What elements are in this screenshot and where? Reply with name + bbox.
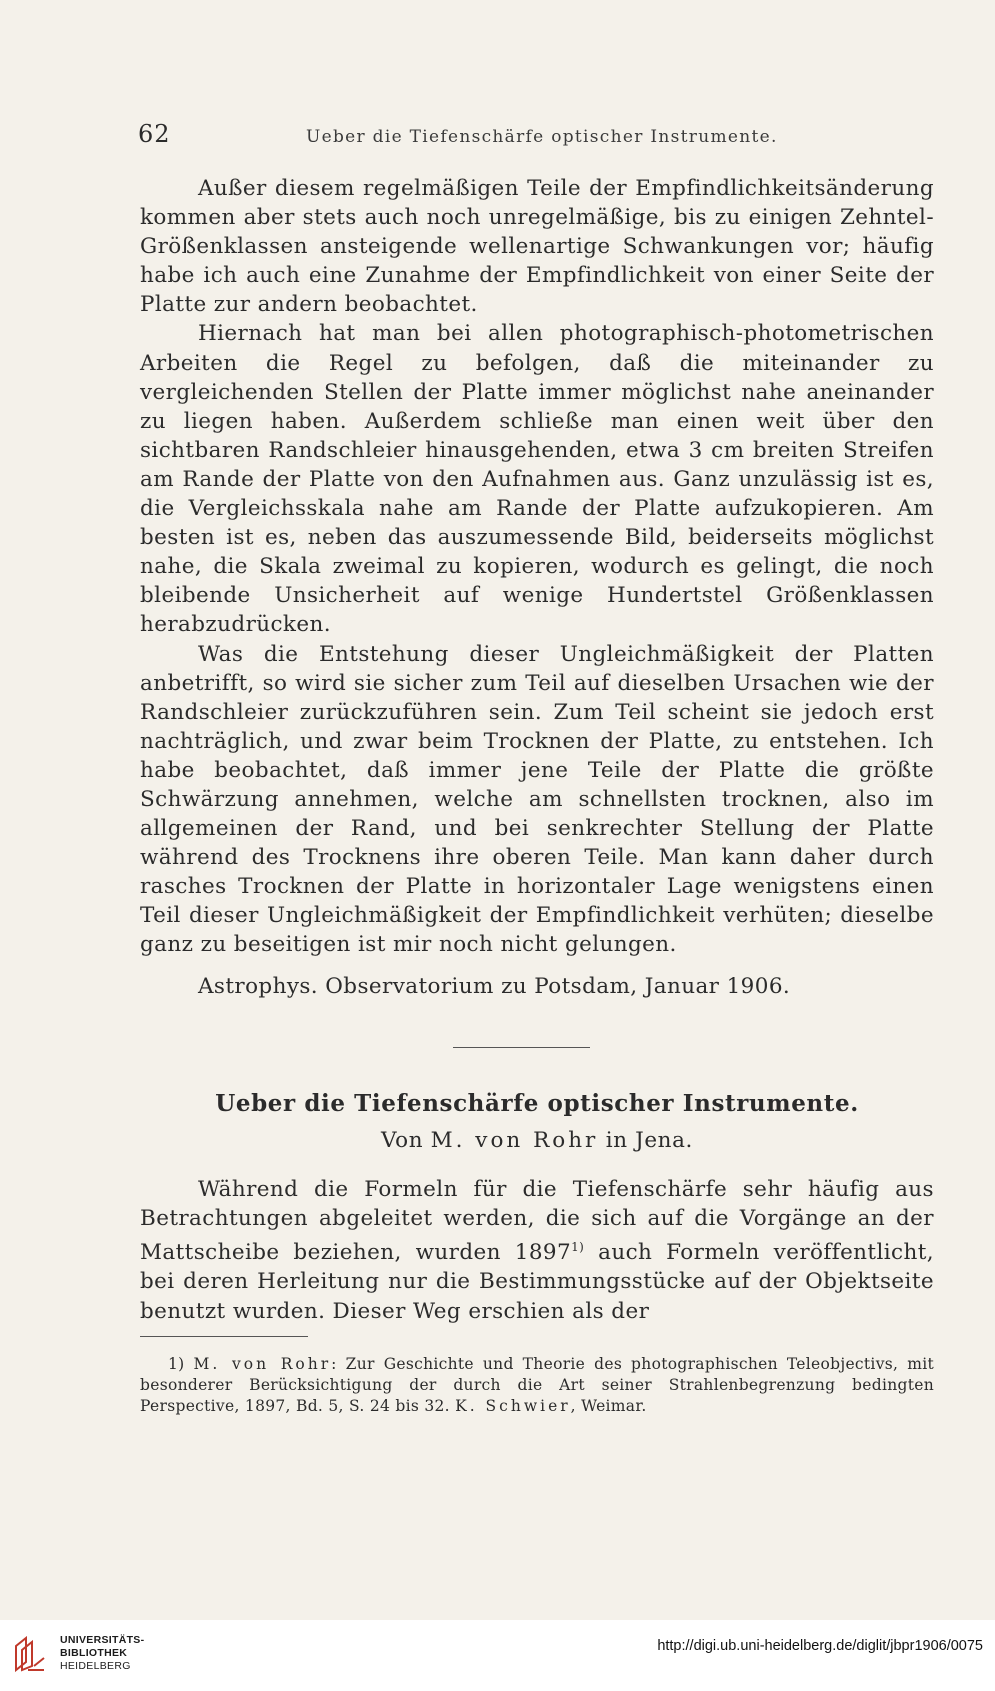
footnote-publisher: K. Schwier [455,1397,571,1415]
paragraph-text: auch Formeln veröffentlicht, bei deren Herleitung nur die Bestimmungsstücke auf der Objektseite benutzt wurden. Dieser Weg erschien als der [140,1240,934,1324]
byline-suffix: in Jena. [605,1128,693,1153]
dateline: Astrophys. Observatorium zu Potsdam, Januar 1906. [198,974,791,999]
article-title: Ueber die Tiefenschärfe optischer Instrumente. [215,1090,859,1117]
paragraph-text: Während die Formeln für die Tiefenschärfe sehr häufig aus Betrachtungen abgeleitet werden, die sich auf die Vorgänge an der Mattscheibe beziehen, wurden 1897 [140,1177,934,1266]
footnote-author: M. von Rohr [193,1355,332,1373]
library-logo-icon [12,1636,48,1674]
paragraph: Außer diesem regelmäßigen Teile der Empfindlichkeitsänderung kommen aber stets auch noch unregelmäßige, bis zu einigen Zehntel-Größenklassen ansteigende wellenartige Schwankungen vor; häufig habe ich auch eine Zunahme der Empfindlichkeit von einer Seite der Platte zur andern beobachtet. [140,176,934,318]
page-header [136,118,936,154]
library-name-line: HEIDELBERG [60,1660,131,1672]
viewer-footer [0,1620,995,1691]
section-body [140,174,934,960]
library-name [60,1634,144,1673]
footnote [140,1354,934,1417]
paragraph [140,1175,934,1326]
page-number: 62 [138,120,171,148]
library-name-line: UNIVERSITÄTS- [60,1634,145,1646]
author-name: M. von Rohr [430,1128,599,1153]
footnote-reference: 1) [571,1240,585,1255]
paragraph: Was die Entstehung dieser Ungleichmäßigkeit der Platten anbetrifft, so wird sie sicher zum Teil auf dieselben Ursachen wie der Randschleier zurückzuführen sein. Zum Teil scheint sie jedoch erst nachträglich, und zwar beim Trocknen der Platte, zu entstehen. Ich habe beobachtet, daß immer jene Teile der Platte die größte Schwärzung annehmen, welche am schnellsten trocknen, also im allgemeinen der Rand, und bei senkrechter Stellung der Platte während des Trocknens ihre oberen Teile. Man kann daher durch rasches Trocknen der Platte in horizontaler Lage wenigstens einen Teil dieser Ungleichmäßigkeit der Empfindlichkeit verhüten; dieselbe ganz zu beseitigen ist mir noch nicht gelungen. [140,641,934,958]
byline [140,1128,934,1153]
footnote-place: , Weimar. [570,1397,647,1415]
article-body [140,1175,934,1326]
running-head: Ueber die Tiefenschärfe optischer Instrumente. [306,127,778,147]
library-name-line: BIBLIOTHEK [60,1647,128,1659]
footnote-rule [140,1336,308,1337]
byline-prefix: Von [381,1128,424,1153]
footnote-text: : Zur Geschichte und Theorie des photographischen Teleobjectivs, mit besonderer Berücksichtigung der durch die Art seiner Strahlenbegrenzung bedingten Perspective, 1897, Bd. 5, S. 24 bis 32. [140,1355,934,1415]
section-divider [453,1047,590,1048]
paragraph: Hiernach hat man bei allen photographisch-photometrischen Arbeiten die Regel zu befolgen, daß die miteinander zu vergleichenden Stellen der Platte immer möglichst nahe aneinander zu liegen haben. Außerdem schließe man einen weit über den sichtbaren Randschleier hinausgehenden, etwa 3 cm breiten Streifen am Rande der Platte von den Aufnahmen aus. Ganz unzulässig ist es, die Vergleichsskala nahe am Rande der Platte aufzukopieren. Am besten ist es, neben das auszumessende Bild, beiderseits möglichst nahe, die Skala zweimal zu kopieren, wodurch es gelingt, die noch bleibende Unsicherheit auf wenige Hundertstel Größenklassen herabzudrücken. [140,321,934,638]
permalink[interactable]: http://digi.ub.uni-heidelberg.de/diglit/jbpr1906/0075 [657,1638,983,1654]
footnote-mark: 1) [168,1355,185,1373]
